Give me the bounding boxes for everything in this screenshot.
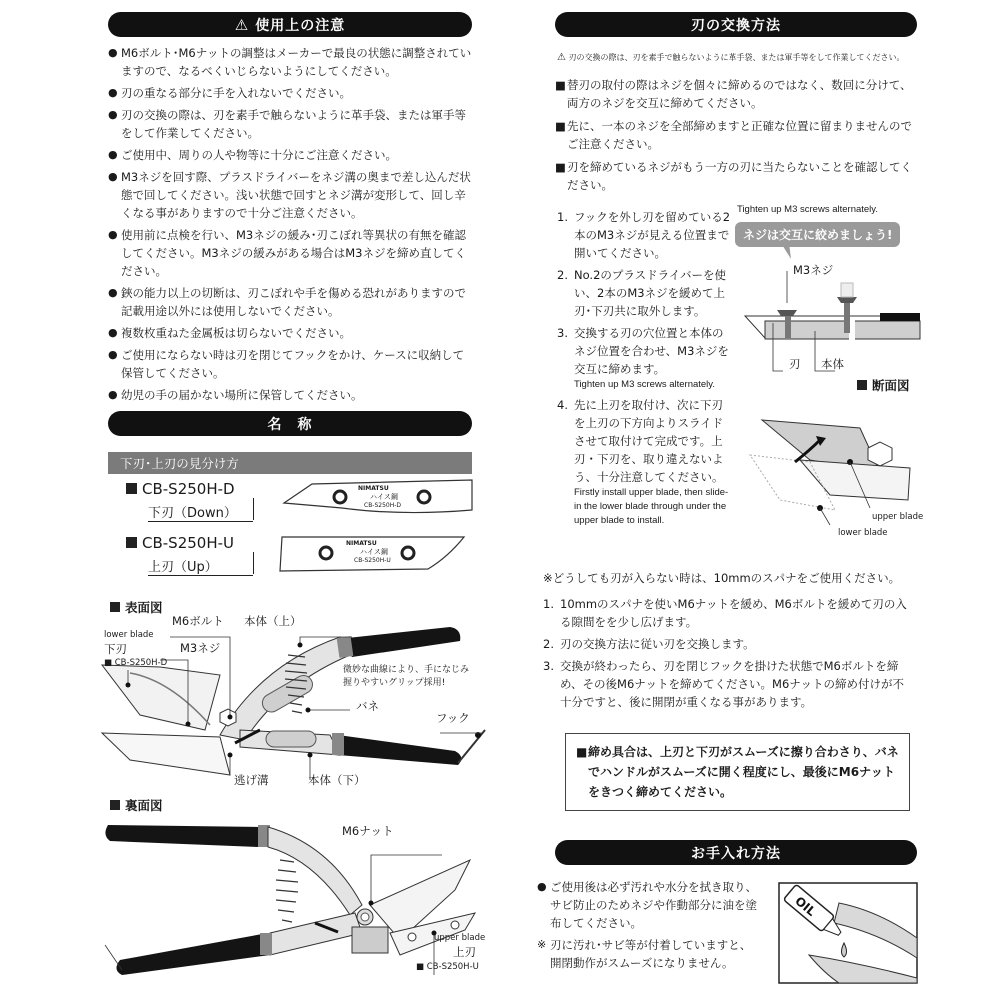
bullet: ● <box>108 148 118 161</box>
blade-brand: NIMATSU <box>346 540 377 547</box>
replace-note <box>555 158 917 194</box>
square-bullet-icon <box>110 800 120 810</box>
bullet: ※ <box>537 938 547 951</box>
care-text: ご使用後は必ず汚れや水分を拭き取り、サビ防止のためネジや作動部分に油を塗布してください。 <box>550 880 757 930</box>
section-view-title-text: 断面図 <box>872 378 910 393</box>
step-text: 刃の交換方法に従い刃を交換します。 <box>560 637 755 651</box>
caution-text: 使用前に点検を行い、M3ネジの緩み･刃こぼれ等異状の有無を確認してください。M3ネジの緩みがある場合はM3ネジを締め直してください。 <box>121 228 466 278</box>
care-header <box>555 840 917 865</box>
care-item <box>537 936 762 972</box>
spanner-step <box>543 595 915 631</box>
bullet: ● <box>108 286 118 299</box>
step-text: 10mmのスパナを使いM6ナットを緩め、M6ボルトを緩めて刃の入る隙間をを少し広げます。 <box>560 597 907 629</box>
caution-text: 刃の重なる部分に手を入れないでください。 <box>121 86 351 100</box>
warning-triangle-icon: ⚠ <box>234 15 250 34</box>
bullet: ● <box>108 46 118 59</box>
section-view-title <box>857 376 910 394</box>
bullet: ● <box>108 388 118 401</box>
bullet: ● <box>108 348 118 361</box>
square-bullet-icon <box>857 380 867 390</box>
blade-steel: ハイス鋼 <box>360 548 388 556</box>
square-bullet-icon <box>126 483 137 494</box>
step-text: 交換する刃の穴位置と本体のネジ位置を合わせ、M3ネジを交互に締めます。 <box>574 326 729 376</box>
replace-step <box>557 324 732 392</box>
blade-identify-title: 下刃･上刃の見分け方 <box>120 456 239 471</box>
blade-stamp: CB-S250H-U <box>354 557 391 564</box>
step-en-note: Tighten up M3 screws alternately. <box>574 379 715 390</box>
blade-down-label: 下刃（Down） <box>148 502 253 522</box>
bullet: ● <box>108 170 118 183</box>
lower-blade-jp-label: 下刃 <box>104 642 127 656</box>
blade-model-text: CB-S250H-U <box>142 534 234 552</box>
grip-note-2: 握りやすいグリップ採用! <box>343 678 446 688</box>
m3-screw-label: M3ネジ <box>180 641 221 655</box>
body-label: 本体 <box>821 357 844 371</box>
replace-notes <box>555 76 917 199</box>
caution-item <box>108 168 472 222</box>
section-diagram <box>745 243 925 353</box>
m3-screw-label: M3ネジ <box>793 263 834 277</box>
blade-label: 刃 <box>789 357 801 371</box>
caution-text: 複数枚重ねた金属板は切らないでください。 <box>121 326 351 340</box>
bracket-line <box>253 552 254 574</box>
m6-bolt-label: M6ボルト <box>172 614 224 628</box>
step-number: 4. <box>557 398 568 412</box>
caution-list <box>108 44 472 408</box>
caution-item <box>108 44 472 80</box>
blade-identify-bar <box>108 452 472 474</box>
step-en-note: Firstly install upper blade, then slide-in the lower blade through under the upper blade to install. <box>574 487 729 526</box>
replace-step <box>557 396 732 528</box>
square-bullet-icon <box>110 602 120 612</box>
replace-warning-text: 刃の交換の際は、刃を素手で触らないように革手袋、または軍手等をして作業してください。 <box>568 53 905 62</box>
bullet: ● <box>108 326 118 339</box>
replace-header <box>555 12 917 37</box>
bullet: ● <box>537 880 547 893</box>
lower-blade-label: lower blade <box>838 528 888 538</box>
m6-nut-label: M6ナット <box>342 824 394 838</box>
blade-steel: ハイス鋼 <box>370 493 398 501</box>
blade-model-text: CB-S250H-D <box>142 480 235 498</box>
lower-blade-en-label: lower blade <box>104 630 154 640</box>
caution-text: M6ボルト･M6ナットの調整はメーカーで最良の状態に調整されていますので、なるべくいじらないようにしてください。 <box>121 46 472 78</box>
back-view-title <box>110 796 163 814</box>
replace-step <box>557 266 732 320</box>
body-upper-label: 本体（上） <box>244 614 302 628</box>
square-bullet: ■ <box>555 119 566 133</box>
spanner-step <box>543 635 915 653</box>
model-text: CB-S250H-U <box>426 962 479 972</box>
front-view-title <box>110 598 163 616</box>
spanner-step <box>543 657 915 711</box>
section-en-caption: Tighten up M3 screws alternately. <box>737 204 878 215</box>
warning-triangle-icon: ⚠ <box>557 52 566 63</box>
replace-note <box>555 76 917 112</box>
step-text: 先に上刃を取付け、次に下刃を上刃の下方向よりスライドさせて取付けて完成です。上刃・下刃を、取り違えないよう、十分注意してください。 <box>574 398 724 484</box>
caution-item <box>108 226 472 280</box>
step-text: 交換が終わったら、刃を閉じフックを掛けた状態でM6ボルトを締め、その後M6ナットを締めてください。M6ナットの締め付けが不十分ですと、後に開閉が重くなる事があります。 <box>560 659 905 709</box>
caution-item <box>108 324 472 342</box>
replace-note <box>555 117 917 153</box>
step-number: 2. <box>543 637 554 651</box>
spanner-intro: ※どうしても刃が入らない時は、10mmのスパナをご使用ください。 <box>543 571 901 585</box>
replace-step <box>557 208 732 262</box>
caution-item <box>108 106 472 142</box>
blade-up-label: 上刃（Up） <box>148 556 253 576</box>
replace-warning <box>557 52 905 63</box>
step-number: 1. <box>557 210 568 224</box>
blade-stamp: CB-S250H-D <box>364 502 402 509</box>
oil-label: OIL <box>792 893 819 919</box>
caution-text: ご使用中、周りの人や物等に十分にご注意ください。 <box>121 148 397 162</box>
caution-text: ご使用にならない時は刃を閉じてフックをかけ、ケースに収納して保管してください。 <box>121 348 465 380</box>
body-lower-label: 本体（下） <box>308 773 366 787</box>
step-number: 2. <box>557 268 568 282</box>
upper-blade-label: upper blade <box>872 512 924 522</box>
alternate-tighten-balloon: ネジは交互に絞めましょう! <box>735 222 900 247</box>
caution-text: M3ネジを回す際、プラスドライバーをネジ溝の奥まで差し込んだ状態で回してください。浅い状態で回すとネジ溝が変形して、回し辛くなる事がありますので十分ご注意ください。 <box>121 170 471 220</box>
bracket-line <box>253 498 254 520</box>
tightening-note-text: 締め具合は、上刃と下刃がスムーズに擦り合わさり、バネでハンドルがスムーズに開く程度にし、最後にM6ナットをきつく締めてください。 <box>588 745 899 799</box>
upper-blade-jp-label: 上刃 <box>453 945 476 959</box>
bullet: ● <box>108 86 118 99</box>
square-bullet: ■ <box>576 745 588 759</box>
care-header-title: お手入れ方法 <box>691 845 781 862</box>
caution-item <box>108 386 472 404</box>
note-text: 先に、一本のネジを全部締めますと正確な位置に留まりませんのでご注意ください。 <box>567 119 912 151</box>
square-bullet: ■ <box>555 160 566 174</box>
grip-note-1: 微妙な曲線により、手になじみ <box>343 665 470 675</box>
caution-item <box>108 146 472 164</box>
spanner-steps <box>543 595 915 715</box>
square-bullet-icon <box>126 537 137 548</box>
step-number: 1. <box>543 597 554 611</box>
spring-label: バネ <box>356 699 379 713</box>
back-view-diagram <box>100 815 490 975</box>
step-number: 3. <box>557 326 568 340</box>
front-view-title-text: 表面図 <box>125 600 163 615</box>
note-text: 替刃の取付の際はネジを個々に締めるのではなく、数回に分けて、両方のネジを交互に締めてください。 <box>567 78 912 110</box>
back-view-title-text: 裏面図 <box>125 798 163 813</box>
model-text: CB-S250H-D <box>114 658 168 668</box>
oil-illustration <box>779 883 919 988</box>
bullet: ● <box>108 228 118 241</box>
hook-label: フック <box>436 711 470 725</box>
care-item <box>537 878 762 932</box>
blade-down-model <box>126 480 235 498</box>
blade-up-model <box>126 534 234 552</box>
tightening-note-box <box>565 733 910 811</box>
names-header-title: 名 称 <box>267 416 313 433</box>
replace-steps <box>557 208 732 532</box>
relief-groove-label: 逃げ溝 <box>234 773 269 787</box>
care-list <box>537 878 762 976</box>
step-text: フックを外し刃を留めている2本のM3ネジが見える位置まで開いてください。 <box>574 210 731 260</box>
caution-item <box>108 284 472 320</box>
note-text: 刃を締めているネジがもう一方の刃に当たらないことを確認してください。 <box>567 160 912 192</box>
upper-blade-en-label: upper blade <box>434 933 486 943</box>
caution-text: 鋏の能力以上の切断は、刃こぼれや手を傷める恐れがありますので記載用途以外には使用しないでください。 <box>121 286 466 318</box>
bullet: ● <box>108 108 118 121</box>
care-text: 刃に汚れ･サビ等が付着していますと、開閉動作がスムーズになりません。 <box>550 938 752 970</box>
caution-header <box>108 12 472 37</box>
blade-brand: NIMATSU <box>358 485 389 492</box>
caution-header-title: 使用上の注意 <box>255 17 346 34</box>
caution-text: 刃の交換の際は、刃を素手で触らないように革手袋、または軍手等をして作業してください。 <box>121 108 466 140</box>
square-bullet: ■ <box>555 78 566 92</box>
caution-item <box>108 346 472 382</box>
caution-text: 幼児の手の届かない場所に保管してください。 <box>121 388 363 402</box>
replace-header-title: 刃の交換方法 <box>691 17 781 34</box>
caution-item <box>108 84 472 102</box>
step-number: 3. <box>543 659 554 673</box>
names-header <box>108 411 472 436</box>
lower-blade-model-label: ■ CB-S250H-D <box>104 658 168 668</box>
step-text: No.2のプラスドライバーを使い、2本のM3ネジを緩めて上刃･下刃共に取外します。 <box>574 268 726 318</box>
upper-blade-model-label: ■ CB-S250H-U <box>416 962 479 972</box>
front-view-diagram <box>100 625 490 775</box>
